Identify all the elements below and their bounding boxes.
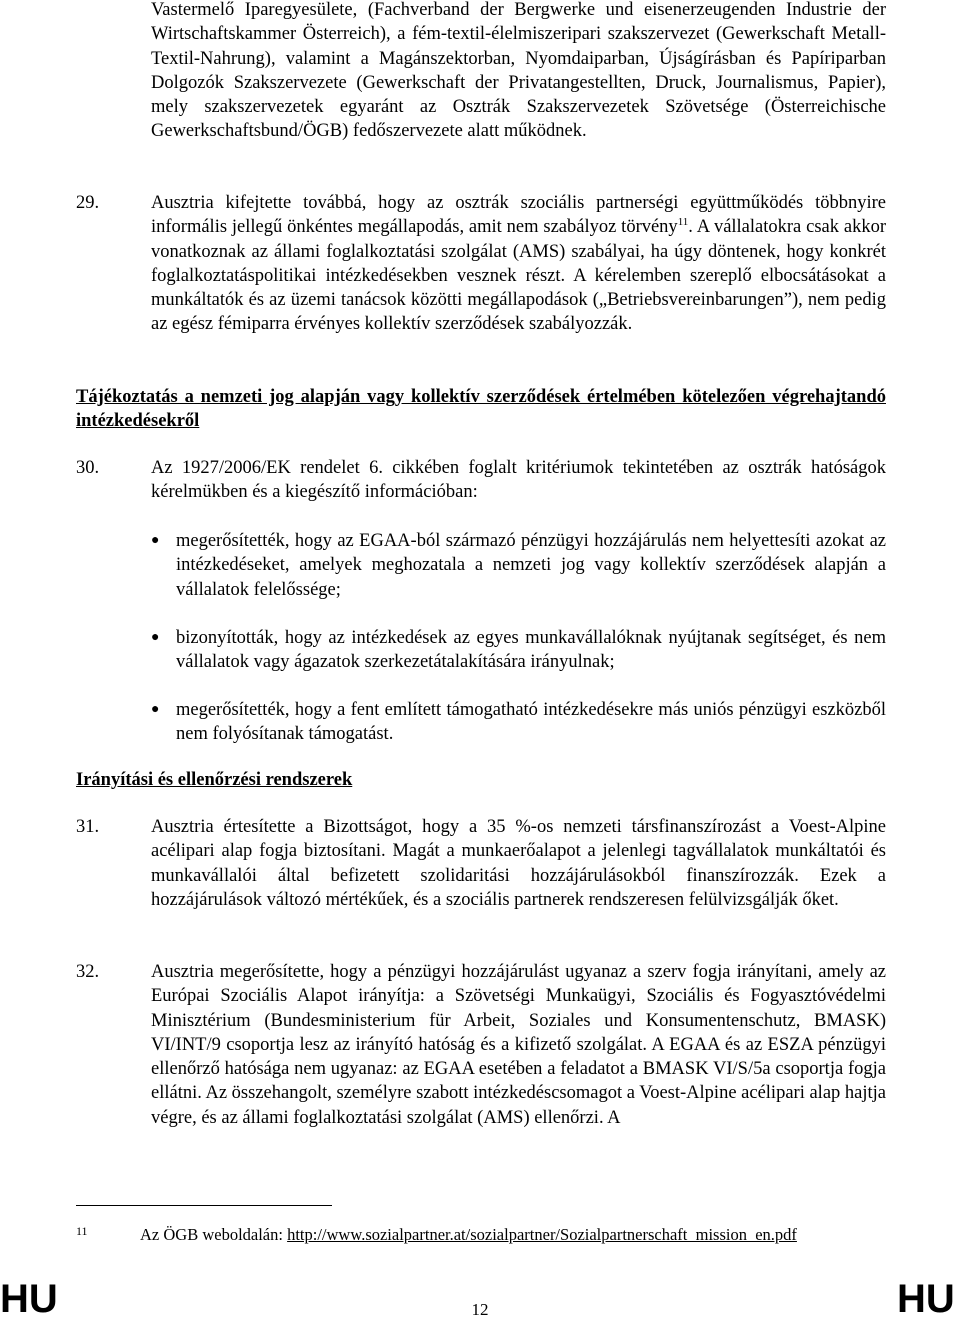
footnote-reference[interactable]: 11 <box>677 216 689 229</box>
page-number: 12 <box>471 1300 489 1319</box>
paragraph-number-30: 30. <box>76 458 100 478</box>
paragraph-29 <box>151 191 886 337</box>
footer-language-left: HU <box>0 1277 58 1321</box>
footnote-link[interactable]: http://www.sozialpartner.at/sozialpartner/Sozialpartnerschaft_mission_en.pdf <box>287 1225 797 1244</box>
section-heading-management-control: Irányítási és ellenőrzési rendszerek <box>76 770 353 790</box>
bullet-icon: ● <box>151 533 160 548</box>
paragraph-30: Az 1927/2006/EK rendelet 6. cikkében foglalt kritériumok tekintetében az osztrák hatóságok kérelmükben és a kiegészítő információban: <box>151 458 886 503</box>
bullet-item-2: bizonyították, hogy az intézkedések az egyes munkavállalóknak nyújtanak segítséget, és nem vállalatok vagy ágazatok szerkezetátalakítására irányulnak; <box>176 628 886 673</box>
section-heading-mandatory-measures: Tájékoztatás a nemzeti jog alapján vagy kollektív szerződések értelmében kötelezően végrehajtandó intézkedésekről <box>76 387 886 432</box>
paragraph-31: Ausztria értesítette a Bizottságot, hogy a 35 %-os nemzeti társfinanszírozást a Voest-Alpine acélipari alap fogja biztosítani. Magát a munkaerőalapot a jelenlegi tagvállalatok munkáltatói és munkavállalói által befizetett szolidaritási hozzájárulásokból finanszírozzák. Ezek a hozzájárulások változó mértékűek, és a szociális partnerek rendszeresen felülvizsgálják őket. <box>151 817 886 910</box>
footnote-label: Az ÖGB weboldalán: <box>140 1225 288 1244</box>
paragraph-number-31: 31. <box>76 817 100 837</box>
footnote-number: 11 <box>76 1224 88 1238</box>
footer-language-right: HU <box>897 1277 955 1321</box>
footnote-separator <box>76 1205 332 1206</box>
bullet-item-1: megerősítették, hogy az EGAA-ból származó pénzügyi hozzájárulás nem helyettesíti azokat az intézkedéseket, amelyek meghozatala a nemzeti jog vagy kollektív szerződések alapján a vállalatok felelőssége; <box>176 531 886 600</box>
footnote-text <box>140 1225 797 1245</box>
paragraph-32: Ausztria megerősítette, hogy a pénzügyi hozzájárulást ugyanaz a szerv fogja irányítani, amely az Európai Szociális Alapot irányítja: a Szövetségi Munkaügyi, Szociális és Fogyasztóvédelmi Minisztérium (Bundesministerium für Arbeit, Soziales und Konsumentenschutz, BMASK) VI/INT/9 csoportja lesz az irányító hatóság és a kifizető szolgálat. A EGAA és az ESZA pénzügyi ellenőrző hatósága nem ugyanaz: az EGAA esetében a feladatot a BMASK VI/S/5a csoportja fogja ellátni. Az összehangolt, személyre szabott intézkedéscsomagot a Voest-Alpine acélipari alap hajtja végre, és az állami foglalkoztatási szolgálat (AMS) ellenőrzi. A <box>151 962 886 1128</box>
bullet-icon: ● <box>151 702 160 717</box>
paragraph-29-text-b: . A vállalatokra csak akkor vonatkoznak az állami foglalkoztatási szolgálat (AMS) szabályai, ha úgy döntenek, hogy konkrét foglalkoztatáspolitikai intézkedésekben vesznek részt. A kérelemben szereplő elbocsátásokat a munkáltatók és az üzemi tanácsok közötti megállapodások („Betriebsvereinbarungen”), nem pedig az egész fémiparra érvényes kollektív szerződések szabályozzák. <box>151 217 886 335</box>
paragraph-number-32: 32. <box>76 962 100 982</box>
bullet-icon: ● <box>151 630 160 645</box>
intro-paragraph: Vastermelő Iparegyesülete, (Fachverband der Bergwerke und eisenerzeugenden Industrie der Wirtschaftskammer Österreich), a fém-textil-élelmiszeripari szakszervezet (Gewerkschaft Metall-Textil-Nahrung), valamint a Magánszektorban, Nyomdaiparban, Újságírásban és Papíriparban Dolgozók Szakszervezete (Gewerkschaft der Privatangestellten, Druck, Journalismus, Papier), mely szakszervezetek egyaránt az Osztrák Szakszervezetek Szövetsége (Österreichische Gewerkschaftsbund/ÖGB) fedőszervezete alatt működnek. <box>151 0 886 142</box>
paragraph-29-text-a: Ausztria kifejtette továbbá, hogy az osztrák szociális partnerségi együttműködés többnyire informális jellegű önkéntes megállapodás, amit nem szabályoz törvény <box>151 193 886 238</box>
bullet-item-3: megerősítették, hogy a fent említett támogatható intézkedésekre más uniós pénzügyi eszközből nem folyósítanak támogatást. <box>176 700 886 745</box>
paragraph-number-29: 29. <box>76 193 100 213</box>
